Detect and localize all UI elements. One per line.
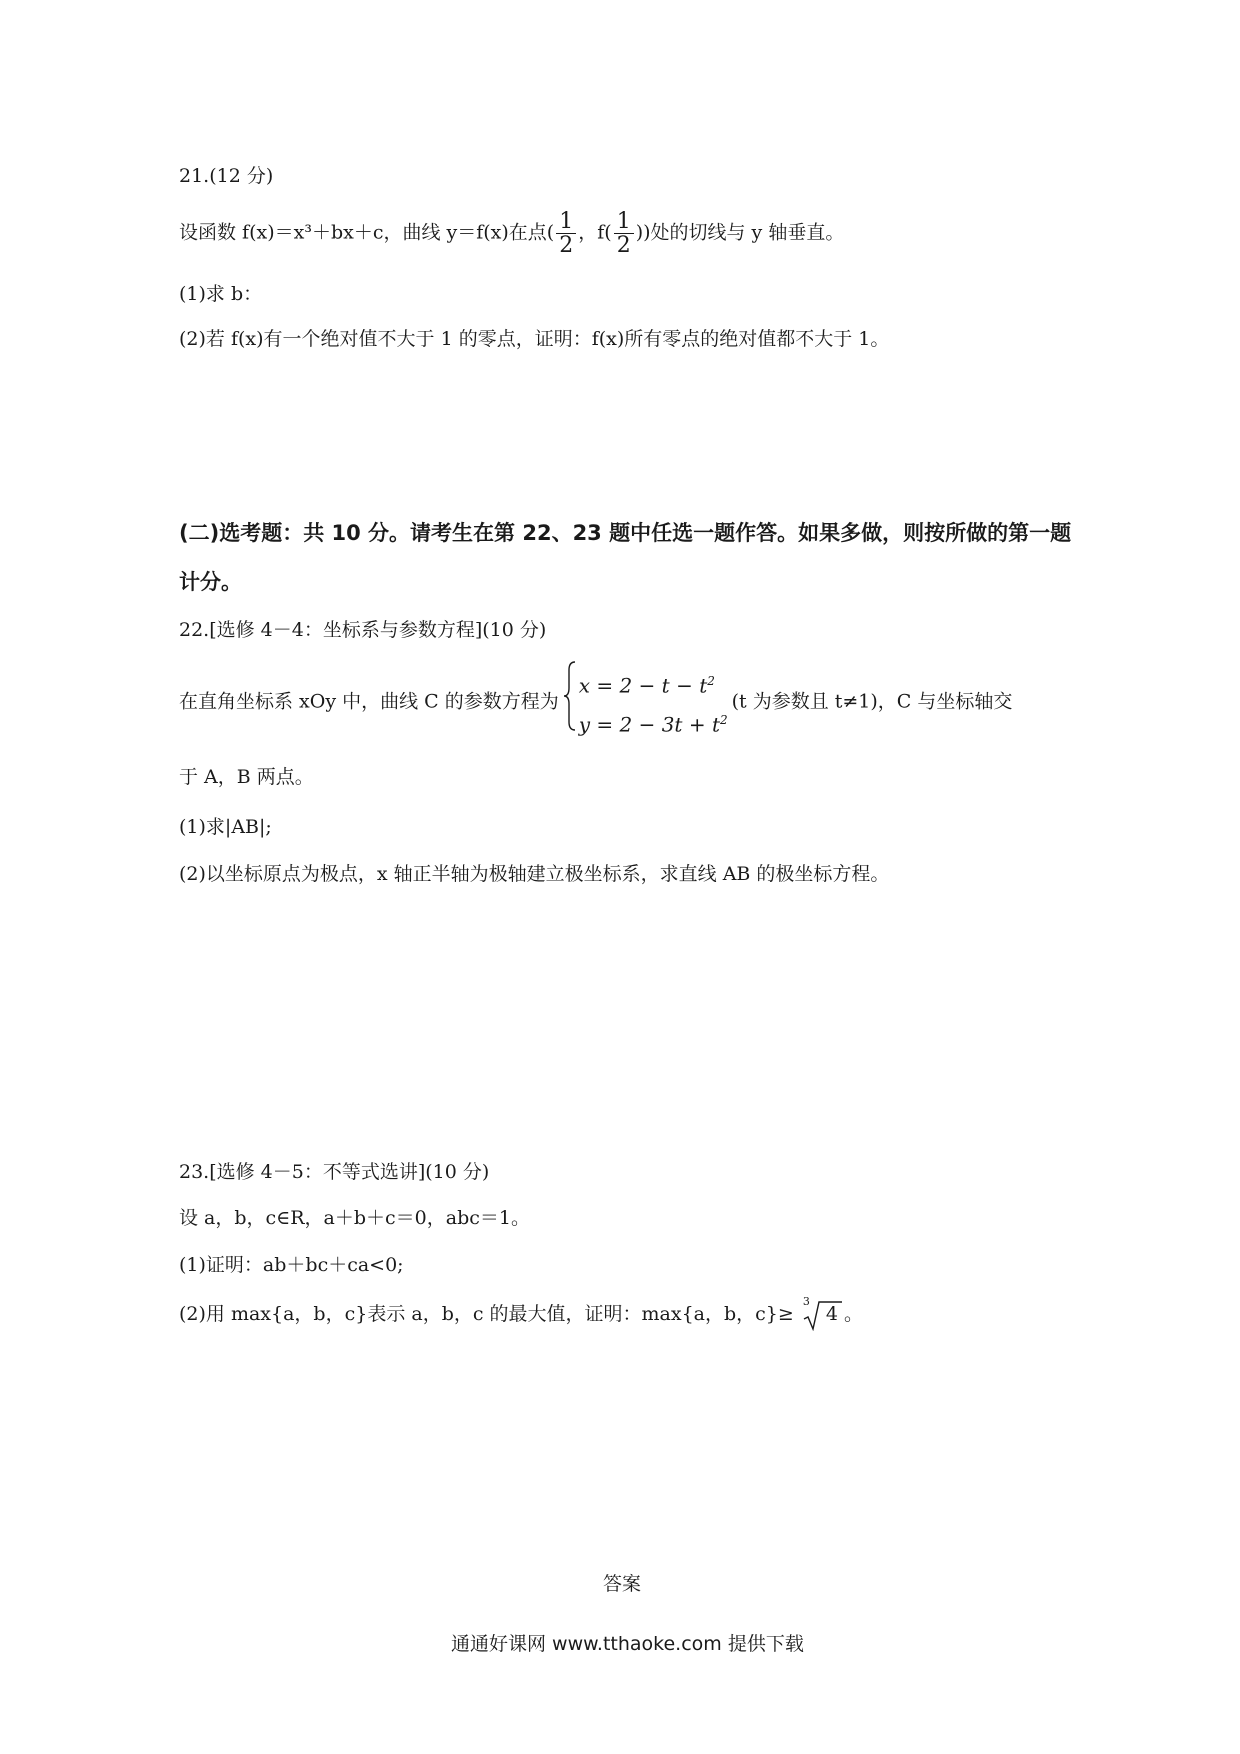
q23-part2-a: (2)用 max{a，b，c}表示 a，b，c 的最大值，证明：max{a，b，c}≥ (179, 1303, 794, 1325)
section2-title-cont: 计分。 (179, 570, 242, 594)
q22-part1: (1)求|AB|; (179, 816, 272, 838)
q22-stem (179, 664, 1012, 741)
q21-heading: 21.(12 分) (179, 165, 274, 187)
q22-stem-cont: 于 A，B 两点。 (179, 766, 314, 788)
q21-stem-a: 设函数 f(x)＝x³＋bx＋c，曲线 y＝f(x)在点( (179, 221, 555, 244)
root-radicand: 4 (825, 1303, 838, 1325)
q21-stem-c: ))处的切线与 y 轴垂直。 (635, 221, 845, 244)
q22-stem-a: 在直角坐标系 xOy 中，曲线 C 的参数方程为 (179, 690, 559, 713)
q23-stem: 设 a，b，c∈R，a＋b＋c＝0，abc＝1。 (179, 1207, 530, 1229)
q21-stem (179, 210, 844, 257)
q23-part2-b: 。 (837, 1303, 864, 1325)
fraction-numerator: 1 (556, 210, 576, 234)
fraction-numerator: 1 (614, 210, 634, 234)
q23-part2 (179, 1295, 864, 1325)
equation-y: $y = 2 - 3t + t^2$ (578, 712, 728, 737)
root-index: 3 (802, 1295, 810, 1308)
footer-source: 通通好课网 www.tthaoke.com 提供下载 (451, 1633, 804, 1655)
q23-part1: (1)证明：ab＋bc＋ca<0; (179, 1254, 404, 1276)
left-brace-icon (563, 660, 577, 732)
q22-heading: 22.[选修 4－4：坐标系与参数方程](10 分) (179, 619, 547, 641)
q21-stem-b: ，f( (578, 221, 612, 244)
equation-x: $x = 2 - t - t^2$ (578, 673, 715, 698)
q23-heading: 23.[选修 4－5：不等式选讲](10 分) (179, 1161, 490, 1183)
fraction-denominator: 2 (616, 233, 631, 259)
q21-part2: (2)若 f(x)有一个绝对值不大于 1 的零点，证明：f(x)所有零点的绝对值都不大于 1。 (179, 328, 890, 350)
cube-root (802, 1295, 838, 1325)
q22-part2: (2)以坐标原点为极点，x 轴正半轴为极轴建立极坐标系，求直线 AB 的极坐标方程。 (179, 863, 890, 885)
section2-title: (二)选考题：共 10 分。请考生在第 22、23 题中任选一题作答。如果多做，则按所做的第一题 (179, 521, 1072, 545)
parametric-system (563, 664, 728, 741)
fraction-denominator: 2 (559, 233, 574, 259)
q21-part1: (1)求 b： (179, 283, 263, 305)
fraction-half-2 (614, 210, 634, 257)
q22-stem-b: (t 为参数且 t≠1)，C 与坐标轴交 (731, 690, 1013, 713)
fraction-half-1 (556, 210, 576, 257)
answer-label: 答案 (603, 1573, 642, 1595)
